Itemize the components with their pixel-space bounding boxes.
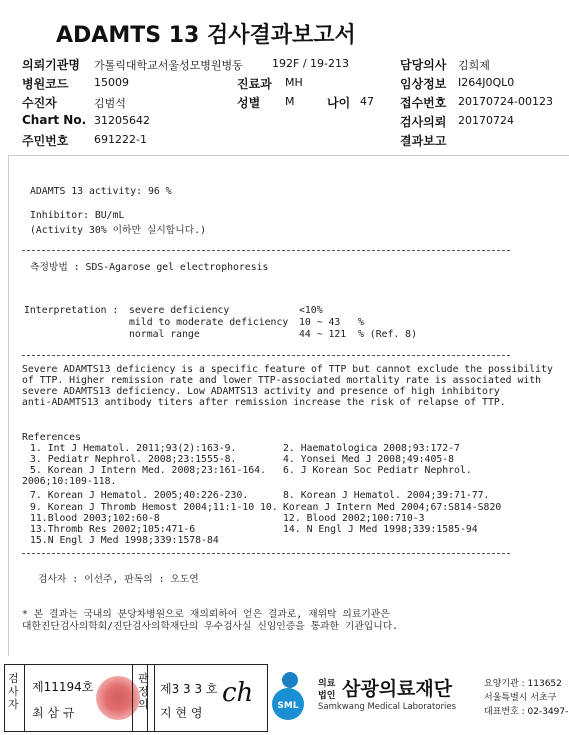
sex-label: 성별 <box>237 96 261 110</box>
inhibitor-note: (Activity 30% 이하만 실시합니다.) <box>30 225 206 236</box>
notice-line: * 본 결과는 국내의 분당차병원으로 재의뢰하여 얻은 결과로, 재위탁 의료기관은 <box>22 609 390 620</box>
examiner-info: 검사자 : 이선주, 판독의 : 오도연 <box>38 574 199 585</box>
doctor-label: 담당의사 <box>400 58 447 72</box>
interpretation-label: Interpretation : <box>24 305 119 316</box>
department-label: 진료과 <box>237 77 272 91</box>
ward-value: 192F / 19-213 <box>272 57 349 70</box>
divider <box>22 553 510 554</box>
explanation-line: of TTP. Higher remission rate and lower TTP-associated mortality rate is associated with <box>22 375 542 386</box>
reference-item: 13.Thromb Res 2002;105:471-6 <box>30 524 196 535</box>
reference-item: 2. Haematologica 2008;93:172-7 <box>283 443 460 454</box>
inhibitor-result: Inhibitor: BU/mL <box>30 210 125 221</box>
clinical-info-value: I264J0QL0 <box>458 76 515 89</box>
explanation-line: Severe ADAMTS13 deficiency is a specific feature of TTP but cannot exclude the possibility <box>22 364 553 375</box>
signature-icon: ch <box>222 678 254 708</box>
reference-item: 8. Korean J Hematol. 2004;39:71-77. <box>283 490 490 501</box>
age-value: 47 <box>360 95 374 108</box>
notice-line: 대한진단검사의학회/진단검사의학재단의 우수검사실 신임인증을 통과한 기관입니다. <box>22 621 399 632</box>
reference-item: 3. Pediatr Nephrol. 2008;23:1555-8. <box>30 454 237 465</box>
org-name: 삼광의료재단 <box>342 678 453 700</box>
org-info-line: 서울특별시 서초구 <box>484 693 557 703</box>
method-text: 측정방법 : SDS-Agarose gel electrophoresis <box>30 262 269 273</box>
hospital-code-value: 15009 <box>94 76 129 89</box>
divider <box>24 664 25 732</box>
org-prefix: 법인 <box>318 691 336 701</box>
examiner-license-no: 제11194호 <box>32 680 94 694</box>
examiner-box-label: 검사자 <box>8 672 19 711</box>
sml-logo-icon <box>270 668 310 720</box>
receipt-no-value: 20170724-00123 <box>458 95 553 108</box>
org-prefix: 의료 <box>318 679 336 689</box>
interp-unit: % (Ref. 8) <box>358 329 417 340</box>
reference-item: 5. Korean J Intern Med. 2008;23:161-164. <box>30 465 266 476</box>
reference-item: 12. Blood 2002;100:710-3 <box>283 513 425 524</box>
references-title: References <box>22 432 81 443</box>
divider <box>22 355 510 356</box>
reference-item: Korean J Intern Med 2004;67:S814-S820 <box>283 502 502 513</box>
report-date-label: 결과보고 <box>400 134 447 148</box>
logo-text: SML <box>277 701 299 711</box>
reference-item: 1. Int J Hematol. 2011;93(2):163-9. <box>30 443 237 454</box>
resident-no-value: 691222-1 <box>94 133 147 146</box>
report-title: ADAMTS 13 검사결과보고서 <box>56 23 356 48</box>
examiner-name: 최 삼 규 <box>32 706 75 720</box>
clinical-info-label: 임상정보 <box>400 77 447 91</box>
patient-value: 김범석 <box>94 97 126 110</box>
divider <box>22 250 510 251</box>
interp-value: 44 ~ 121 <box>299 329 347 340</box>
explanation-line: anti-ADAMTS13 antibody titers after remission increase the risk of relapse of TTP. <box>22 397 506 408</box>
reference-item: 2006;10:109-118. <box>22 476 117 487</box>
hospital-name-label: 의뢰기관명 <box>22 58 80 72</box>
judge-name: 지 현 영 <box>160 706 203 720</box>
reference-item: 15.N Engl J Med 1998;339:1578-84 <box>30 535 219 546</box>
divider <box>154 664 155 732</box>
explanation-line: severe ADAMTS13 deficiency. Low ADAMTS13 activity and presence of high inhibitory <box>22 386 500 397</box>
reference-item: 11.Blood 2003;102:60-8 <box>30 513 160 524</box>
reference-item: 7. Korean J Hematol. 2005;40:226-230. <box>30 490 249 501</box>
org-info-line: 대표번호 : 02-3497- <box>484 707 569 717</box>
doctor-value: 김희제 <box>458 59 490 72</box>
age-label: 나이 <box>327 96 351 110</box>
resident-no-label: 주민번호 <box>22 134 69 148</box>
activity-result: ADAMTS 13 activity: 96 % <box>30 186 172 197</box>
reference-item: 6. J Korean Soc Pediatr Nephrol. <box>283 465 472 476</box>
reference-item: 9. Korean J Thromb Hemost 2004;11:1-10 10. <box>30 502 278 513</box>
request-date-label: 검사의뢰 <box>400 115 447 129</box>
interp-unit: % <box>358 317 364 328</box>
interp-value: <10% <box>299 305 323 316</box>
org-info-line: 요양기관 : 113652 <box>484 679 562 689</box>
interp-range: severe deficiency <box>129 305 230 316</box>
department-value: MH <box>285 76 303 89</box>
org-english-name: Samkwang Medical Laboratories <box>318 702 457 712</box>
request-date-value: 20170724 <box>458 114 514 127</box>
hospital-code-label: 병원코드 <box>22 77 69 91</box>
judge-box-label: 판정의 <box>138 672 149 711</box>
judge-license-no: 제3 3 3 호 <box>160 682 218 696</box>
interp-value: 10 ~ 43 <box>299 317 341 328</box>
sex-value: M <box>285 95 295 108</box>
patient-label: 수진자 <box>22 96 57 110</box>
interp-range: mild to moderate deficiency <box>129 317 289 328</box>
reference-item: 14. N Engl J Med 1998;339:1585-94 <box>283 524 478 535</box>
chart-no-value: 31205642 <box>94 114 150 127</box>
receipt-no-label: 접수번호 <box>400 96 447 110</box>
hospital-name-value: 가톨릭대학교서울성모병원병동 <box>94 59 243 72</box>
chart-no-label: Chart No. <box>22 113 87 127</box>
interp-range: normal range <box>129 329 200 340</box>
reference-item: 4. Yonsei Med J 2008;49:405-8 <box>283 454 455 465</box>
